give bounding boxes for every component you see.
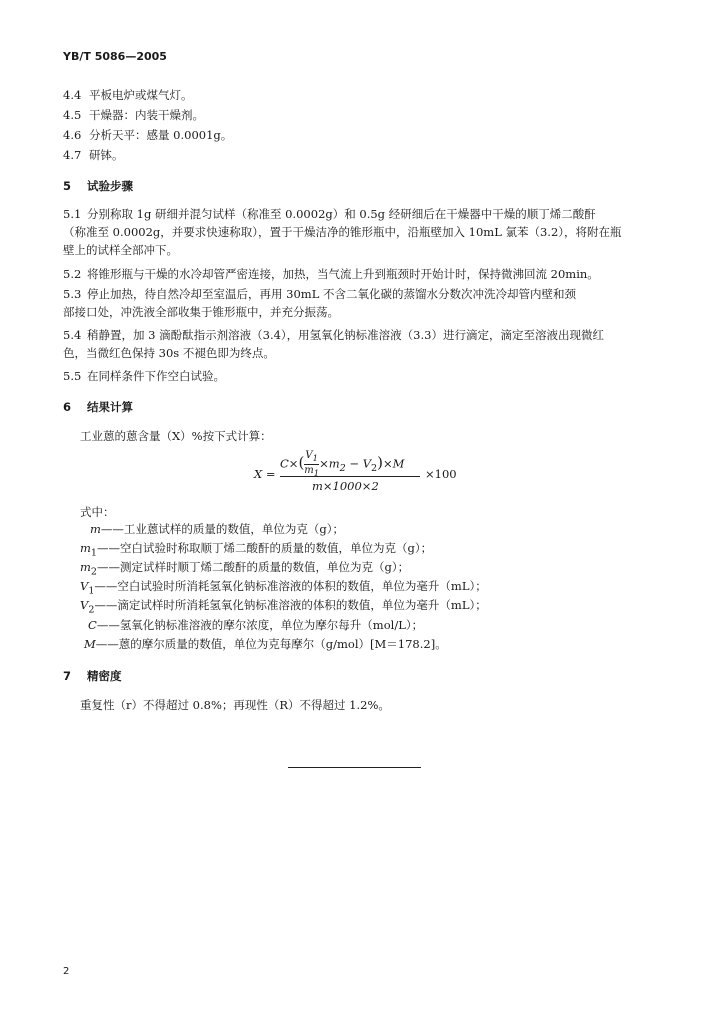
section-number: 5 — [63, 179, 72, 193]
formula-times100: ×100 — [425, 467, 457, 481]
var-sub: 1 — [88, 585, 95, 597]
formula-mid: ×m — [319, 456, 340, 471]
step-line: 稍静置，加 3 滴酚酞指示剂溶液（3.4），用氢氧化钠标准溶液（3.3）进行滴定，滴定至溶液出现微红 — [87, 328, 604, 342]
end-rule — [288, 767, 421, 768]
step-line: 部接口处，冲洗液全部收集于锥形瓶中，并充分振荡。 — [63, 305, 339, 319]
variable-m — [90, 521, 344, 539]
section-number: 7 — [63, 669, 72, 683]
formula-tail: ×M — [382, 456, 405, 471]
variable-c — [88, 617, 423, 635]
item-4-4 — [63, 87, 193, 103]
var-symbol: M — [84, 637, 96, 651]
formula-m1-sub: 1 — [313, 468, 320, 478]
formula-v1: V — [305, 450, 313, 461]
item-text: 平板电炉或煤气灯。 — [89, 88, 193, 102]
step-line: （称准至 0.0002g，并要求快速称取），置于干燥洁净的锥形瓶中，沿瓶壁加入 10mL 氯苯（3.2），将附在瓶 — [63, 225, 622, 239]
variable-v2 — [80, 597, 487, 615]
precision-text: 重复性（r）不得超过 0.8%；再现性（R）不得超过 1.2%。 — [80, 698, 390, 712]
var-symbol: m — [80, 560, 91, 574]
section-title: 精密度 — [87, 669, 122, 683]
formula-v2-sub: 2 — [371, 462, 378, 474]
step-line: 分别称取 1g 研细并混匀试样（称准至 0.0002g）和 0.5g 经研细后在干燥器中干燥的顺丁烯二酸酐 — [87, 207, 596, 221]
step-line: 在同样条件下作空白试验。 — [87, 369, 225, 383]
item-text: 干燥器：内装干燥剂。 — [89, 108, 204, 122]
page-number: 2 — [63, 966, 70, 977]
calc-intro: 工业蒽的蒽含量（X）%按下式计算： — [80, 429, 272, 443]
section-title: 结果计算 — [87, 400, 133, 414]
formula-denominator: m×1000×2 — [312, 479, 379, 493]
step-5-2 — [63, 265, 663, 283]
step-number: 5.3 — [63, 287, 82, 301]
var-sub: 2 — [90, 566, 98, 578]
var-symbol: m — [90, 522, 101, 536]
formula-c: C× — [280, 456, 299, 471]
step-line: 色，当微红色保持 30s 不褪色即为终点。 — [63, 346, 275, 360]
formula-lhs: X = — [254, 467, 276, 481]
var-text: ——滴定试样时所消耗氢氧化钠标准溶液的体积的数值，单位为毫升（mL）； — [94, 598, 487, 612]
item-number: 4.7 — [63, 148, 82, 162]
var-text: ——空白试验时称取顺丁烯二酸酐的质量的数值，单位为克（g）； — [97, 541, 433, 555]
formula-minus: − V — [345, 456, 372, 471]
step-5-1 — [63, 205, 663, 259]
item-number: 4.5 — [63, 108, 82, 122]
standard-header: YB/T 5086—2005 — [63, 50, 167, 63]
variable-v1 — [80, 578, 487, 596]
step-number: 5.5 — [63, 369, 82, 383]
step-number: 5.4 — [63, 328, 82, 342]
step-number: 5.2 — [63, 267, 82, 281]
step-number: 5.1 — [63, 207, 82, 221]
var-text: ——测定试样时顺丁烯二酸酐的质量的数值，单位为克（g）； — [97, 560, 410, 574]
step-5-4 — [63, 326, 663, 362]
var-symbol: m — [80, 541, 91, 555]
variable-m2 — [80, 559, 409, 577]
formula-v1-sub: 1 — [312, 453, 318, 463]
content-formula — [240, 450, 490, 500]
step-5-5 — [63, 367, 663, 385]
variable-molar-mass — [84, 636, 447, 654]
formula-m1: m — [304, 465, 314, 476]
item-text: 研钵。 — [89, 148, 124, 162]
var-text: ——氢氧化钠标准溶液的摩尔浓度，单位为摩尔每升（mol/L）； — [96, 618, 424, 632]
formula-numerator: C×( $\frac{V_1}{m_1}$ $\times m_2 - V_2)\times M$ — [280, 450, 405, 478]
step-line: 壁上的试样全部冲下。 — [63, 243, 178, 257]
fraction-bar — [280, 476, 420, 477]
section-7-heading — [63, 668, 122, 684]
formula-m2-sub: 2 — [339, 462, 346, 474]
var-symbol: C — [88, 618, 97, 632]
item-number: 4.4 — [63, 88, 82, 102]
section-title: 试验步骤 — [87, 179, 133, 193]
item-number: 4.6 — [63, 128, 82, 142]
variable-m1 — [80, 540, 432, 558]
step-line: 将锥形瓶与干燥的水冷却管严密连接，加热，当气流上升到瓶颈时开始计时，保持微沸回流 20min。 — [87, 267, 599, 281]
step-5-3 — [63, 285, 663, 321]
item-4-7 — [63, 147, 124, 163]
var-text: ——空白试验时所消耗氢氧化钠标准溶液的体积的数值，单位为毫升（mL）； — [94, 579, 487, 593]
var-symbol: V — [80, 579, 89, 593]
item-4-6 — [63, 127, 232, 143]
item-text: 分析天平：感量 0.0001g。 — [89, 128, 233, 142]
section-6-heading — [63, 399, 133, 415]
var-sub: 1 — [90, 547, 98, 559]
item-4-5 — [63, 107, 204, 123]
var-symbol: V — [80, 598, 89, 612]
step-line: 停止加热，待自然冷却至室温后，再用 30mL 不含二氧化碳的蒸馏水分数次冲洗冷却管内壁和颈 — [87, 287, 576, 301]
where-label: 式中： — [80, 505, 115, 519]
var-text: ——蒽的摩尔质量的数值，单位为克每摩尔（g/mol）[M＝178.2]。 — [95, 637, 447, 651]
var-sub: 2 — [88, 604, 95, 616]
var-text: ——工业蒽试样的质量的数值，单位为克（g）； — [100, 522, 345, 536]
section-5-heading — [63, 178, 133, 194]
section-number: 6 — [63, 400, 72, 414]
